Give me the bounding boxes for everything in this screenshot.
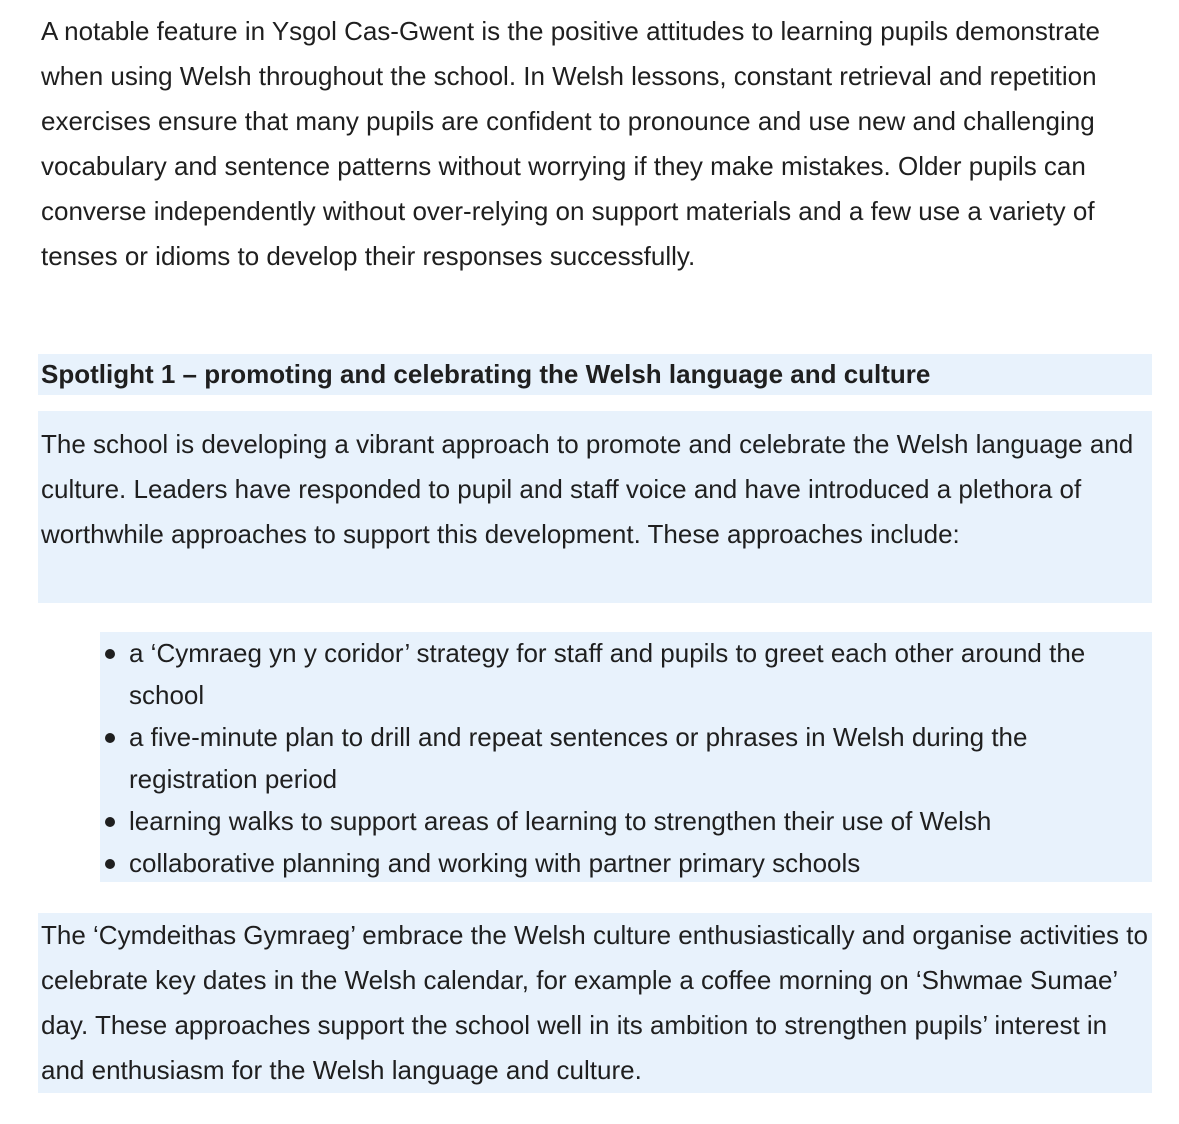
bullet-icon [105,859,115,869]
list-item-text: learning walks to support areas of learning to strengthen their use of Welsh [129,806,992,836]
list-item [100,842,1152,884]
spotlight-heading: Spotlight 1 – promoting and celebrating the Welsh language and culture [38,354,1152,395]
list-item-text: collaborative planning and working with partner primary schools [129,848,861,878]
list-item-text: a ‘Cymraeg yn y coridor’ strategy for staff and pupils to greet each other around the school [129,638,1086,710]
bullet-icon [105,733,115,743]
bullet-icon [105,649,115,659]
list-item [100,716,1152,800]
list-item [100,800,1152,842]
list-item-text: a five-minute plan to drill and repeat sentences or phrases in Welsh during the registration period [129,722,1028,794]
bullet-icon [105,817,115,827]
closing-paragraph: The ‘Cymdeithas Gymraeg’ embrace the Welsh culture enthusiastically and organise activities to celebrate key dates in the Welsh calendar, for example a coffee morning on ‘Shwmae Sumae’ day. These approaches support the school well in its ambition to strengthen pupils’ interest in and enthusiasm for the Welsh language and culture. [38,913,1152,1093]
list-item [100,632,1152,716]
approaches-list [100,632,1152,882]
intro-paragraph: A notable feature in Ysgol Cas-Gwent is the positive attitudes to learning pupils demonstrate when using Welsh throughout the school. In Welsh lessons, constant retrieval and repetition exercises ensure that many pupils are confident to pronounce and use new and challenging vocabulary and sentence patterns without worrying if they make mistakes. Older pupils can converse independently without over-relying on support materials and a few use a variety of tenses or idioms to develop their responses successfully. [41,16,1100,271]
spotlight-paragraph: The school is developing a vibrant approach to promote and celebrate the Welsh language and culture. Leaders have responded to pupil and staff voice and have introduced a plethora of worthwhile approaches to support this development. These approaches include: [38,411,1152,603]
